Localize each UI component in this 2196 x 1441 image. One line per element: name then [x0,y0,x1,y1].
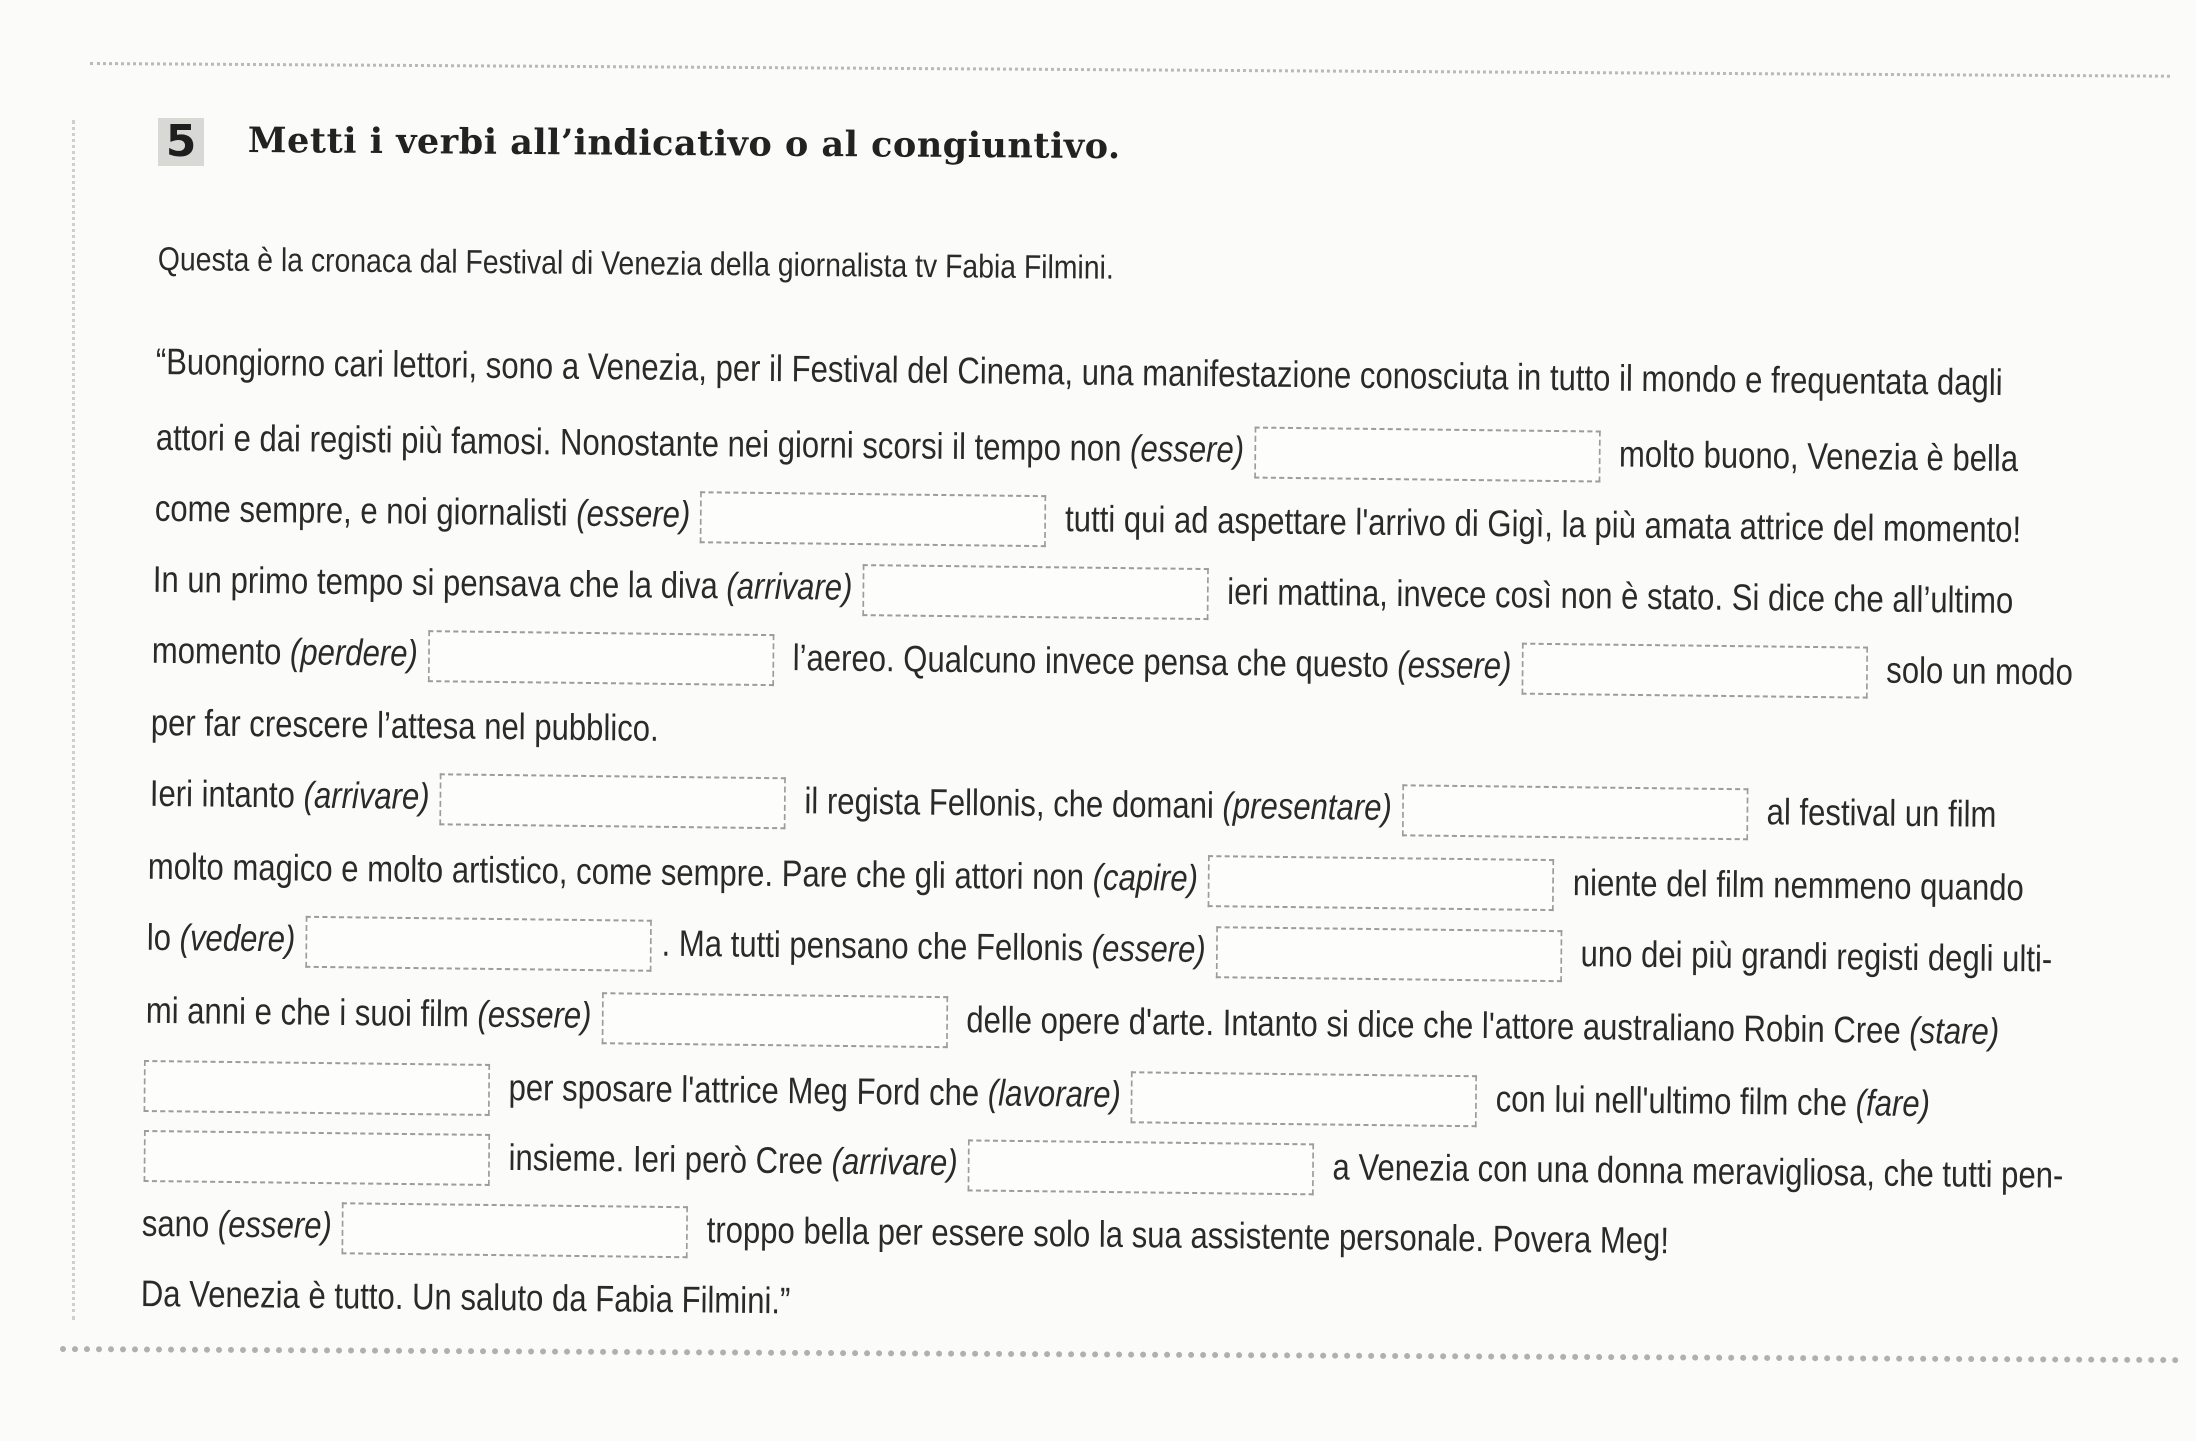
verb-hint: (essere) [576,492,691,535]
text-segment: uno dei più grandi registi degli ulti- [1571,933,2053,980]
text-segment: a Venezia con una donna meravigliosa, che tutti pen- [1323,1146,2064,1196]
text-segment: niente del film nemmeno quando [1564,861,2024,909]
text-segment: tutti qui ad aspettare l'arrivo di Gigì, la più amata attrice del momento! [1056,498,2022,551]
verb-hint: (essere) [217,1203,332,1246]
text-line [156,340,2003,405]
text-line [144,1130,2064,1204]
text-segment: per sposare l'attrice Meg Ford che [499,1066,988,1114]
answer-blank[interactable] [144,1130,490,1186]
text-segment: per far crescere l’attesa nel pubblico. [150,701,659,749]
text-line [141,1272,791,1323]
text-segment: l’aereo. Qualcuno invece pensa che questo [783,637,1398,686]
text-segment: molto magico e molto artistico, come sempre. Pare che gli attori non [147,845,1093,898]
text-line [144,1060,1931,1132]
answer-blank[interactable] [305,916,651,972]
text-line [155,485,2022,558]
verb-hint: (arrivare) [726,565,853,608]
text-segment: ieri mattina, invece così non è stato. Si dice che all’ultimo [1218,570,2014,622]
answer-blank[interactable] [1521,643,1867,699]
verb-hint: (essere) [1397,644,1512,687]
text-line [142,1200,1670,1269]
answer-blank[interactable] [428,630,774,686]
text-segment: delle opere d'arte. Intanto si dice che l'attore australiano Robin Cree [957,999,1910,1051]
text-segment: lo [146,916,180,959]
answer-blank[interactable] [1208,855,1554,911]
exercise-title: Metti i verbi all’indicativo o al congiuntivo. [247,120,1121,168]
verb-hint: (essere) [1091,927,1206,970]
answer-blank[interactable] [1131,1071,1477,1127]
text-line [151,701,659,751]
text-segment: Ieri intanto [149,772,304,816]
verb-hint: (vedere) [179,917,296,960]
scan-border-bottom [60,1346,2180,1363]
text-segment: mi anni e che i suoi film [145,989,478,1035]
answer-blank[interactable] [862,564,1208,620]
text-segment: attori e dai registi più famosi. Nonostante nei giorni scorsi il tempo non [155,416,1131,469]
answer-blank[interactable] [601,992,947,1048]
verb-hint: (arrivare) [303,774,430,817]
text-segment: insieme. Ieri però Cree [499,1136,832,1182]
answer-blank[interactable] [700,491,1046,547]
text-line [146,987,2000,1060]
text-line [152,627,2073,701]
answer-blank[interactable] [342,1202,688,1258]
verb-hint: (presentare) [1222,785,1392,828]
text-line [148,843,2024,916]
text-segment: al festival un film [1757,791,1997,835]
scan-border-top [90,62,2170,78]
verb-hint: (essere) [1129,427,1245,471]
text-segment: con lui nell'ultimo film che [1486,1078,1856,1124]
text-line [153,556,2014,629]
answer-blank[interactable] [967,1139,1313,1195]
exercise-number: 5 [158,118,204,166]
text-line [150,770,1997,843]
text-segment: solo un modo [1877,649,2074,693]
answer-blank[interactable] [1216,926,1562,982]
verb-hint: (stare) [1909,1009,2000,1052]
text-line [156,414,2019,487]
intro-text: Questa è la cronaca dal Festival di Venezia della giornalista tv Fabia Filmini. [157,240,1114,286]
answer-blank[interactable] [1402,784,1748,840]
text-segment: molto buono, Venezia è bella [1610,433,2019,480]
text-segment: “Buongiorno cari lettori, sono a Venezia, per il Festival del Cinema, una manifestazione conosciuta in tutto il mondo e frequentata dagli [155,340,2003,404]
verb-hint: (essere) [477,993,592,1036]
verb-hint: (perdere) [289,631,418,674]
text-segment: sano [141,1202,219,1245]
text-segment: In un primo tempo si pensava che la diva [152,558,727,607]
verb-hint: (arrivare) [831,1140,958,1184]
verb-hint: (capire) [1092,856,1199,899]
answer-blank[interactable] [144,1060,490,1116]
text-segment: il regista Fellonis, che domani [795,780,1223,827]
answer-blank[interactable] [439,773,785,829]
answer-blank[interactable] [1254,427,1600,483]
verb-hint: (fare) [1855,1082,1931,1125]
text-segment: momento [151,629,291,673]
text-segment: Da Venezia è tutto. Un saluto da Fabia Filmini.” [140,1273,791,1322]
scan-border-left [72,120,75,1320]
verb-hint: (lavorare) [987,1072,1121,1115]
text-line [147,914,2053,988]
text-segment: troppo bella per essere solo la sua assistente personale. Povera Meg! [697,1209,1670,1262]
text-segment: come sempre, e noi giornalisti [154,487,577,534]
text-segment: . Ma tutti pensano che Fellonis [661,922,1092,969]
